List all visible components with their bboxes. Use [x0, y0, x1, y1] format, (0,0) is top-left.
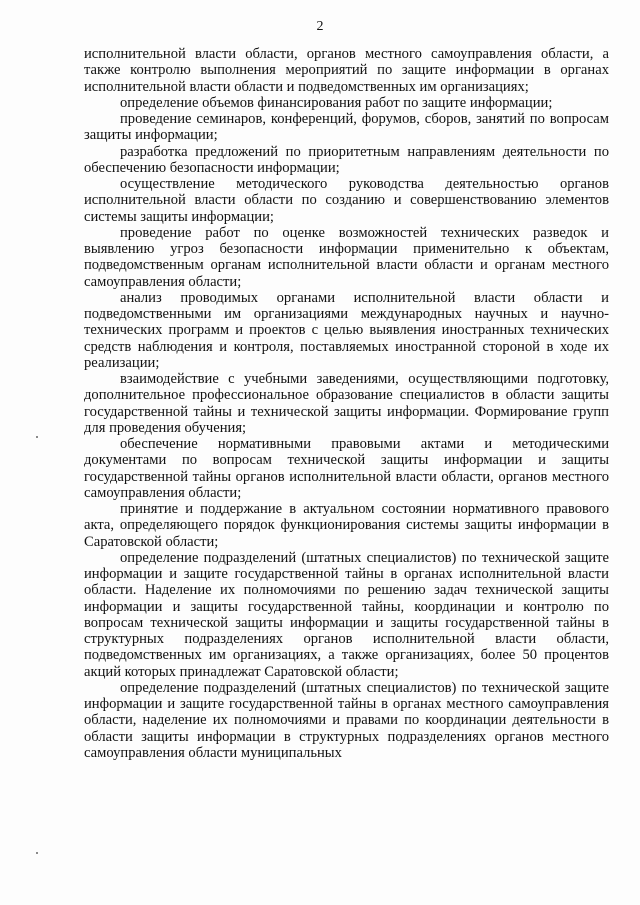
- paragraph: осуществление методического руководства деятельностью органов исполнительной власти области по созданию и совершенствованию элементов системы защиты информации;: [84, 176, 609, 225]
- paragraph: определение объемов финансирования работ по защите информации;: [120, 94, 553, 111]
- paragraph: определение подразделений (штатных специалистов) по технической защите информации и защите государственной тайны в органах исполнительной власти области. Наделение их полномочиями по решению задач технической защиты информации и защиты государственной тайны, координации и контролю по вопросам технической защиты информации и защиты государственной тайны в структурных подразделениях органов исполнительной власти области, подведомственных им организациях, а также организациях, более 50 процентов акций которых принадлежат Саратовской области;: [84, 549, 609, 680]
- paragraph: взаимодействие с учебными заведениями, осуществляющими подготовку, дополнительное профессиональное образование специалистов в области защиты государственной тайны и технической защиты информации. Формирование групп для проведения обучения;: [84, 371, 609, 436]
- paragraph: принятие и поддержание в актуальном состоянии нормативного правового акта, определяющего порядок функционирования системы защиты информации в Саратовской области;: [84, 501, 609, 550]
- paragraph-continuation: исполнительной власти области, органов местного самоуправления области, а также контролю выполнения мероприятий по защите информации в органах исполнительной власти области и подведомственных им организациях;: [84, 46, 609, 95]
- paragraph: проведение работ по оценке возможностей технических разведок и выявлению угроз безопасности информации применительно к объектам, подведомственным органам исполнительной власти области и органам местного самоуправления области;: [84, 224, 609, 290]
- paragraph: разработка предложений по приоритетным направлениям деятельности по обеспечению безопасности информации;: [84, 143, 609, 176]
- document-body: [84, 46, 609, 761]
- paragraph: определение подразделений (штатных специалистов) по технической защите информации и защите государственной тайны в органах местного самоуправления области, наделение их полномочиями и правами по координации деятельности в области защиты информации в структурных подразделениях органов местного самоуправления области муниципальных: [84, 679, 609, 761]
- paragraph: обеспечение нормативными правовыми актами и методическими документами по вопросам технической защиты информации и защиты государственной тайны органов исполнительной власти области, органов местного самоуправления области;: [84, 436, 609, 501]
- paragraph: проведение семинаров, конференций, форумов, сборов, занятий по вопросам защиты информации;: [84, 111, 609, 144]
- scan-speck: [36, 852, 38, 854]
- paragraph: анализ проводимых органами исполнительной власти области и подведомственными им организациями международных научных и научно-технических программ и проектов с целью выявления иностранных технических средств наблюдения и контроля, поставляемых иностранной стороной в ходе их реализации;: [84, 289, 609, 371]
- scan-speck: [36, 436, 38, 438]
- page-number: 2: [316, 19, 324, 34]
